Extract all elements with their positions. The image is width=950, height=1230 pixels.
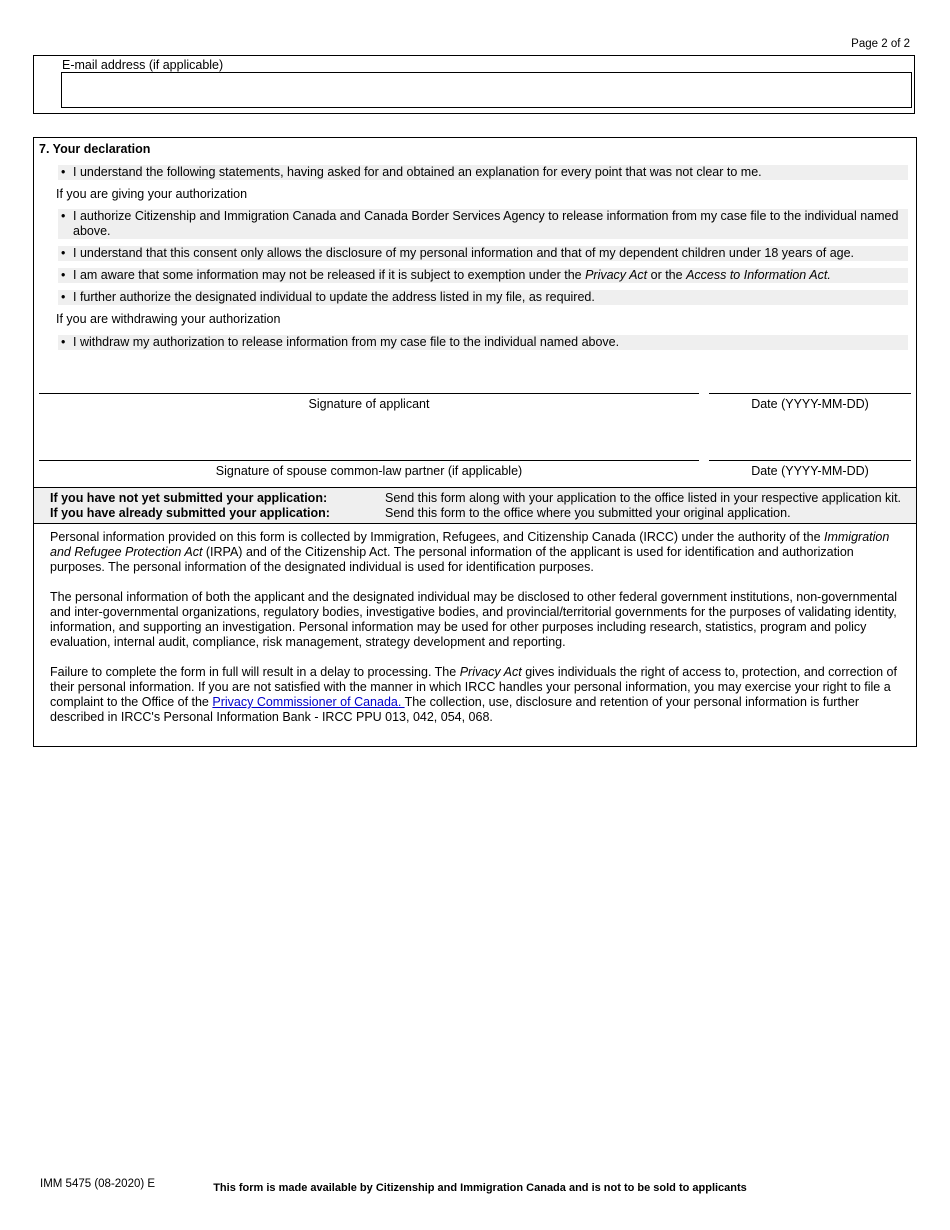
giving-bullet-2: • I understand that this consent only allows the disclosure of my personal information and that of my dependent children under 18 years of age. (58, 246, 908, 261)
applicant-date-line[interactable] (709, 393, 911, 394)
email-label: E-mail address (if applicable) (62, 58, 224, 72)
withdraw-bullet: • I withdraw my authorization to release information from my case file to the individual named above. (58, 335, 908, 350)
privacy-commissioner-link[interactable]: Privacy Commissioner of Canada. (212, 695, 405, 709)
privacy-notice (50, 530, 902, 740)
bullet-icon: • (61, 268, 66, 282)
spouse-date-line[interactable] (709, 460, 911, 461)
bullet-icon: • (61, 165, 66, 179)
privacy-paragraph-2: The personal information of both the applicant and the designated individual may be disclosed to other federal government institutions, non-governmental and inter-governmental organizations, regulatory bodies, investigative bodies, and provincial/territorial governments for the purposes of validating identity, information, and supporting an investigation. Personal information may be used for other purposes including research, statistics, program and policy evaluation, internal audit, compliance, risk management, strategy development and reporting. (50, 590, 898, 649)
declaration-section (33, 137, 917, 747)
bullet-icon: • (61, 246, 66, 260)
email-field[interactable] (61, 72, 912, 108)
bullet-icon: • (61, 290, 66, 304)
applicant-date-label: Date (YYYY-MM-DD) (751, 397, 869, 411)
privacy-paragraph-1: Personal information provided on this form is collected by Immigration, Refugees, and Citizenship Canada (IRCC) under the authority of the Immigration and Refugee Protection Act (IRPA) and of the Citizenship Act. The personal information of the applicant is used for identification and authorization purposes. The personal information of the designated individual is used for identification purposes. (50, 530, 890, 574)
spouse-signature-label: Signature of spouse common-law partner (if applicable) (215, 464, 523, 478)
not-submitted-answer: Send this form along with your application to the office listed in your respective application kit. (385, 491, 902, 505)
spouse-date-label: Date (YYYY-MM-DD) (751, 464, 869, 478)
withdrawing-authorization-heading: If you are withdrawing your authorization (56, 312, 281, 326)
not-submitted-question: If you have not yet submitted your application: (50, 491, 328, 505)
declaration-intro-bullet: • I understand the following statements, having asked for and obtained an explanation for every point that was not clear to me. (58, 165, 908, 180)
submitted-answer: Send this form to the office where you submitted your original application. (385, 506, 791, 520)
submitted-question: If you have already submitted your application: (50, 506, 330, 520)
giving-authorization-heading: If you are giving your authorization (56, 187, 248, 201)
footer-note: This form is made available by Citizenship and Immigration Canada and is not to be sold to applicants (213, 1182, 747, 1194)
form-code: IMM 5475 (08-2020) E (40, 1178, 156, 1190)
spouse-signature-line[interactable] (39, 460, 699, 461)
privacy-paragraph-3: Failure to complete the form in full will result in a delay to processing. The Privacy Act gives individuals the right of access to, protection, and correction of their personal information. If you are not satisfied with the manner in which IRCC handles your personal information, you may exercise your right to file a complaint to the Office of the Privacy Commissioner of Canada. The collection, use, disclosure and retention of your personal information is further described in IRCC's Personal Information Bank - IRCC PPU 013, 042, 054, 068. (50, 665, 897, 724)
giving-bullet-3: • I am aware that some information may not be released if it is subject to exemption under the Privacy Act or the Access to Information Act. (58, 268, 908, 283)
applicant-signature-label: Signature of applicant (308, 397, 430, 411)
applicant-signature-line[interactable] (39, 393, 699, 394)
bullet-icon: • (61, 335, 66, 349)
giving-bullet-1: • I authorize Citizenship and Immigration Canada and Canada Border Services Agency to release information from my case file to the individual named above. (58, 209, 908, 239)
email-section (33, 55, 915, 114)
giving-bullet-4: • I further authorize the designated individual to update the address listed in my file, as required. (58, 290, 908, 305)
bullet-icon: • (61, 209, 66, 223)
declaration-title: 7. Your declaration (39, 142, 151, 156)
submission-instructions (34, 487, 916, 524)
page-number: Page 2 of 2 (851, 38, 910, 50)
